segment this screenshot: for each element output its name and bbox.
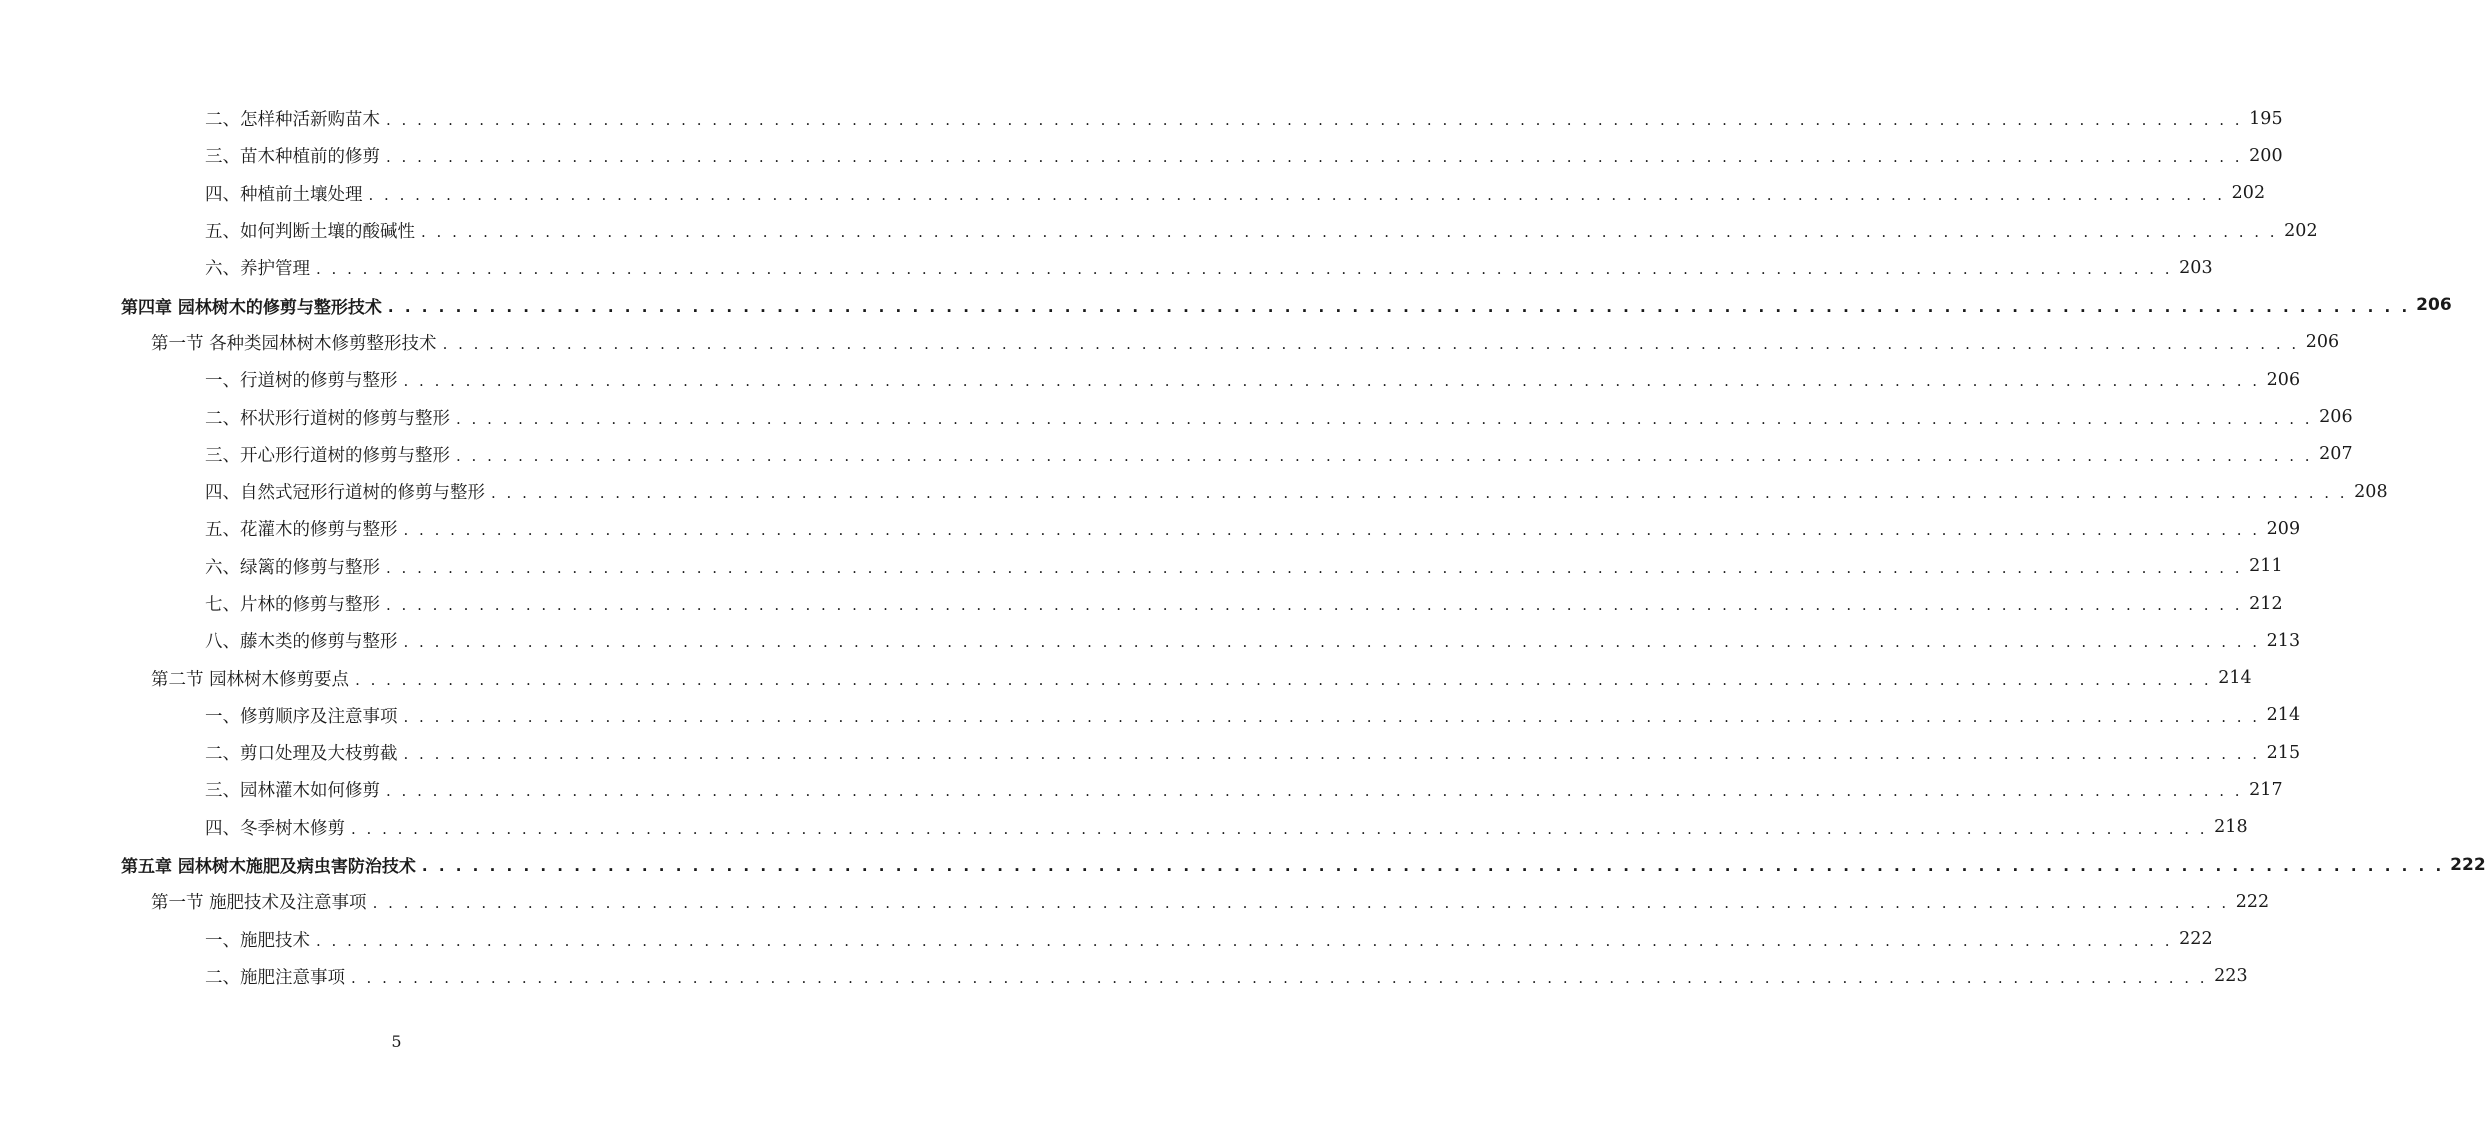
toc-entry-title: 五、花灌木的修剪与整形 — [205, 516, 404, 541]
toc-entry-item[interactable] — [0, 100, 2283, 137]
toc-entry-chapter[interactable] — [0, 286, 2452, 323]
toc-entry-title: 二、怎样种活新购苗木 — [205, 106, 386, 131]
toc-entry-title: 八、藤木类的修剪与整形 — [205, 628, 404, 653]
dot-leader: . . . . . . . . . . . . . . . . . . . . . . . . . . . . . . . . . . . . . . . . . . . . . . . . . . . . . . . . . . . . . . . . . . . . . . . . . . . . . . . . . . . . . . . . . . . . . . . . . . . . . . . . . . . . . . . . . . . . . . . . — [421, 857, 2445, 876]
toc-entry-section[interactable] — [0, 883, 2270, 920]
toc-entry-item[interactable] — [0, 510, 2301, 547]
toc-entry-page: 212 — [2243, 594, 2283, 614]
toc-entry-item[interactable] — [0, 473, 2388, 510]
dot-leader: . . . . . . . . . . . . . . . . . . . . . . . . . . . . . . . . . . . . . . . . . . . . . . . . . . . . . . . . . . . . . . . . . . . . . . . . . . . . . . . . . . . . . . . . . . . . . . . . . . . . . . . . . . . . . . . . . . . . . . . . — [456, 409, 2313, 428]
toc-entry-item[interactable] — [0, 548, 2283, 585]
toc-entry-title: 第一节 各种类园林树木修剪整形技术 — [151, 330, 443, 355]
toc-entry-page: 206 — [2410, 295, 2450, 315]
dot-leader: . . . . . . . . . . . . . . . . . . . . . . . . . . . . . . . . . . . . . . . . . . . . . . . . . . . . . . . . . . . . . . . . . . . . . . . . . . . . . . . . . . . . . . . . . . . . . . . . . . . . . . . . . . . . . . . . . . . . . . . . — [403, 521, 2261, 540]
dot-leader: . . . . . . . . . . . . . . . . . . . . . . . . . . . . . . . . . . . . . . . . . . . . . . . . . . . . . . . . . . . . . . . . . . . . . . . . . . . . . . . . . . . . . . . . . . . . . . . . . . . . . . . . . . . . . . . . . . . . . . . . — [386, 148, 2243, 167]
toc-entry-page: 218 — [2208, 817, 2248, 837]
toc-entry-item[interactable] — [0, 622, 2301, 659]
toc-entry-title: 二、剪口处理及大枝剪截 — [205, 740, 404, 765]
dot-leader: . . . . . . . . . . . . . . . . . . . . . . . . . . . . . . . . . . . . . . . . . . . . . . . . . . . . . . . . . . . . . . . . . . . . . . . . . . . . . . . . . . . . . . . . . . . . . . . . . . . . . . . . . . . . . . . . . . . . . . . . — [403, 633, 2261, 652]
dot-leader: . . . . . . . . . . . . . . . . . . . . . . . . . . . . . . . . . . . . . . . . . . . . . . . . . . . . . . . . . . . . . . . . . . . . . . . . . . . . . . . . . . . . . . . . . . . . . . . . . . . . . . . . . . . . . . . . . . . . . . . . — [442, 334, 2300, 353]
toc-entry-title: 六、绿篱的修剪与整形 — [205, 554, 386, 579]
toc-entry-page: 211 — [2243, 556, 2283, 576]
toc-entry-item[interactable] — [0, 436, 2353, 473]
toc-entry-title: 二、施肥注意事项 — [205, 964, 351, 989]
toc-entry-title: 一、修剪顺序及注意事项 — [205, 703, 404, 728]
toc-entry-title: 三、开心形行道树的修剪与整形 — [205, 442, 456, 467]
dot-leader: . . . . . . . . . . . . . . . . . . . . . . . . . . . . . . . . . . . . . . . . . . . . . . . . . . . . . . . . . . . . . . . . . . . . . . . . . . . . . . . . . . . . . . . . . . . . . . . . . . . . . . . . . . . . . . . . . . . . . . . . — [386, 111, 2243, 130]
toc-entry-title: 四、种植前土壤处理 — [205, 181, 369, 206]
table-of-contents — [0, 100, 2486, 995]
toc-entry-item[interactable] — [0, 175, 2266, 212]
toc-entry-page: 206 — [2260, 370, 2300, 390]
toc-entry-item[interactable] — [0, 734, 2301, 771]
toc-entry-page: 208 — [2348, 482, 2388, 502]
toc-entry-item[interactable] — [0, 809, 2248, 846]
toc-entry-page: 222 — [2444, 855, 2484, 875]
toc-entry-item[interactable] — [0, 771, 2283, 808]
toc-entry-page: 203 — [2173, 258, 2213, 278]
toc-entry-page: 214 — [2212, 668, 2252, 688]
dot-leader: . . . . . . . . . . . . . . . . . . . . . . . . . . . . . . . . . . . . . . . . . . . . . . . . . . . . . . . . . . . . . . . . . . . . . . . . . . . . . . . . . . . . . . . . . . . . . . . . . . . . . . . . . . . . . . . . . . . . . . . . — [316, 260, 2173, 279]
toc-entry-page: 213 — [2260, 631, 2300, 651]
dot-leader: . . . . . . . . . . . . . . . . . . . . . . . . . . . . . . . . . . . . . . . . . . . . . . . . . . . . . . . . . . . . . . . . . . . . . . . . . . . . . . . . . . . . . . . . . . . . . . . . . . . . . . . . . . . . . . . . . . . . . . . . — [491, 484, 2348, 503]
dot-leader: . . . . . . . . . . . . . . . . . . . . . . . . . . . . . . . . . . . . . . . . . . . . . . . . . . . . . . . . . . . . . . . . . . . . . . . . . . . . . . . . . . . . . . . . . . . . . . . . . . . . . . . . . . . . . . . . . . . . . . . . — [351, 968, 2208, 987]
toc-entry-item[interactable] — [0, 585, 2283, 622]
toc-entry-item[interactable] — [0, 921, 2213, 958]
dot-leader: . . . . . . . . . . . . . . . . . . . . . . . . . . . . . . . . . . . . . . . . . . . . . . . . . . . . . . . . . . . . . . . . . . . . . . . . . . . . . . . . . . . . . . . . . . . . . . . . . . . . . . . . . . . . . . . . . . . . . . . . — [456, 446, 2313, 465]
dot-leader: . . . . . . . . . . . . . . . . . . . . . . . . . . . . . . . . . . . . . . . . . . . . . . . . . . . . . . . . . . . . . . . . . . . . . . . . . . . . . . . . . . . . . . . . . . . . . . . . . . . . . . . . . . . . . . . . . . . . . . . . — [386, 558, 2243, 577]
toc-entry-item[interactable] — [0, 249, 2213, 286]
toc-entry-page: 222 — [2173, 929, 2213, 949]
dot-leader: . . . . . . . . . . . . . . . . . . . . . . . . . . . . . . . . . . . . . . . . . . . . . . . . . . . . . . . . . . . . . . . . . . . . . . . . . . . . . . . . . . . . . . . . . . . . . . . . . . . . . . . . . . . . . . . . . . . . . . . . — [403, 707, 2261, 726]
toc-entry-page: 202 — [2225, 183, 2265, 203]
toc-entry-title: 三、园林灌木如何修剪 — [205, 777, 386, 802]
toc-entry-page: 217 — [2243, 780, 2283, 800]
dot-leader: . . . . . . . . . . . . . . . . . . . . . . . . . . . . . . . . . . . . . . . . . . . . . . . . . . . . . . . . . . . . . . . . . . . . . . . . . . . . . . . . . . . . . . . . . . . . . . . . . . . . . . . . . . . . . . . . . . . . . . . . — [368, 185, 2226, 204]
dot-leader: . . . . . . . . . . . . . . . . . . . . . . . . . . . . . . . . . . . . . . . . . . . . . . . . . . . . . . . . . . . . . . . . . . . . . . . . . . . . . . . . . . . . . . . . . . . . . . . . . . . . . . . . . . . . . . . . . . . . . . . . — [316, 931, 2173, 950]
toc-entry-title: 三、苗木种植前的修剪 — [205, 143, 386, 168]
toc-entry-title: 四、冬季树木修剪 — [205, 815, 351, 840]
dot-leader: . . . . . . . . . . . . . . . . . . . . . . . . . . . . . . . . . . . . . . . . . . . . . . . . . . . . . . . . . . . . . . . . . . . . . . . . . . . . . . . . . . . . . . . . . . . . . . . . . . . . . . . . . . . . . . . . . . . . . . . . — [403, 372, 2261, 391]
dot-leader: . . . . . . . . . . . . . . . . . . . . . . . . . . . . . . . . . . . . . . . . . . . . . . . . . . . . . . . . . . . . . . . . . . . . . . . . . . . . . . . . . . . . . . . . . . . . . . . . . . . . . . . . . . . . . . . . . . . . . . . . — [421, 223, 2278, 242]
toc-entry-page: 202 — [2278, 221, 2318, 241]
toc-entry-item[interactable] — [0, 958, 2248, 995]
toc-entry-title: 第二节 园林树木修剪要点 — [151, 666, 355, 691]
toc-entry-title: 一、施肥技术 — [205, 927, 316, 952]
toc-entry-item[interactable] — [0, 212, 2318, 249]
toc-entry-page: 214 — [2260, 705, 2300, 725]
toc-entry-title: 第五章 园林树木施肥及病虫害防治技术 — [121, 852, 422, 877]
dot-leader: . . . . . . . . . . . . . . . . . . . . . . . . . . . . . . . . . . . . . . . . . . . . . . . . . . . . . . . . . . . . . . . . . . . . . . . . . . . . . . . . . . . . . . . . . . . . . . . . . . . . . . . . . . . . . . . . . . . . . . . . — [403, 745, 2261, 764]
toc-entry-title: 二、杯状形行道树的修剪与整形 — [205, 405, 456, 430]
toc-entry-page: 200 — [2243, 146, 2283, 166]
toc-entry-page: 215 — [2260, 743, 2300, 763]
toc-entry-title: 第一节 施肥技术及注意事项 — [151, 889, 373, 914]
toc-entry-item[interactable] — [0, 398, 2353, 435]
toc-entry-item[interactable] — [0, 137, 2283, 174]
toc-entry-chapter[interactable] — [0, 846, 2486, 883]
dot-leader: . . . . . . . . . . . . . . . . . . . . . . . . . . . . . . . . . . . . . . . . . . . . . . . . . . . . . . . . . . . . . . . . . . . . . . . . . . . . . . . . . . . . . . . . . . . . . . . . . . . . . . . . . . . . . . . . . . . . . . . . — [386, 596, 2243, 614]
toc-entry-title: 一、行道树的修剪与整形 — [205, 367, 404, 392]
toc-entry-page: 207 — [2313, 444, 2353, 464]
dot-leader: . . . . . . . . . . . . . . . . . . . . . . . . . . . . . . . . . . . . . . . . . . . . . . . . . . . . . . . . . . . . . . . . . . . . . . . . . . . . . . . . . . . . . . . . . . . . . . . . . . . . . . . . . . . . . . . . . . . . . . . . — [351, 819, 2208, 838]
toc-entry-title: 第四章 园林树木的修剪与整形技术 — [121, 293, 388, 318]
toc-entry-title: 六、养护管理 — [205, 255, 316, 280]
toc-entry-item[interactable] — [0, 697, 2301, 734]
toc-entry-page: 223 — [2208, 966, 2248, 986]
toc-entry-page: 222 — [2229, 892, 2269, 912]
toc-entry-page: 206 — [2313, 407, 2353, 427]
toc-entry-item[interactable] — [0, 361, 2301, 398]
toc-entry-title: 四、自然式冠形行道树的修剪与整形 — [205, 479, 491, 504]
toc-entry-section[interactable] — [0, 324, 2340, 361]
dot-leader: . . . . . . . . . . . . . . . . . . . . . . . . . . . . . . . . . . . . . . . . . . . . . . . . . . . . . . . . . . . . . . . . . . . . . . . . . . . . . . . . . . . . . . . . . . . . . . . . . . . . . . . . . . . . . . . . . . . . . . . . — [355, 670, 2212, 689]
toc-entry-page: 209 — [2260, 519, 2300, 539]
toc-entry-page: 206 — [2299, 332, 2339, 352]
page-number: 5 — [391, 1032, 402, 1051]
toc-entry-title: 五、如何判断土壤的酸碱性 — [205, 218, 421, 243]
toc-entry-page: 195 — [2243, 109, 2283, 129]
toc-entry-section[interactable] — [0, 659, 2252, 696]
dot-leader: . . . . . . . . . . . . . . . . . . . . . . . . . . . . . . . . . . . . . . . . . . . . . . . . . . . . . . . . . . . . . . . . . . . . . . . . . . . . . . . . . . . . . . . . . . . . . . . . . . . . . . . . . . . . . . . . . . . . . . . . — [372, 894, 2230, 913]
dot-leader: . . . . . . . . . . . . . . . . . . . . . . . . . . . . . . . . . . . . . . . . . . . . . . . . . . . . . . . . . . . . . . . . . . . . . . . . . . . . . . . . . . . . . . . . . . . . . . . . . . . . . . . . . . . . . . . . . . . . . . . . — [387, 297, 2411, 316]
dot-leader: . . . . . . . . . . . . . . . . . . . . . . . . . . . . . . . . . . . . . . . . . . . . . . . . . . . . . . . . . . . . . . . . . . . . . . . . . . . . . . . . . . . . . . . . . . . . . . . . . . . . . . . . . . . . . . . . . . . . . . . . — [386, 782, 2243, 801]
toc-entry-title: 七、片林的修剪与整形 — [205, 591, 386, 616]
